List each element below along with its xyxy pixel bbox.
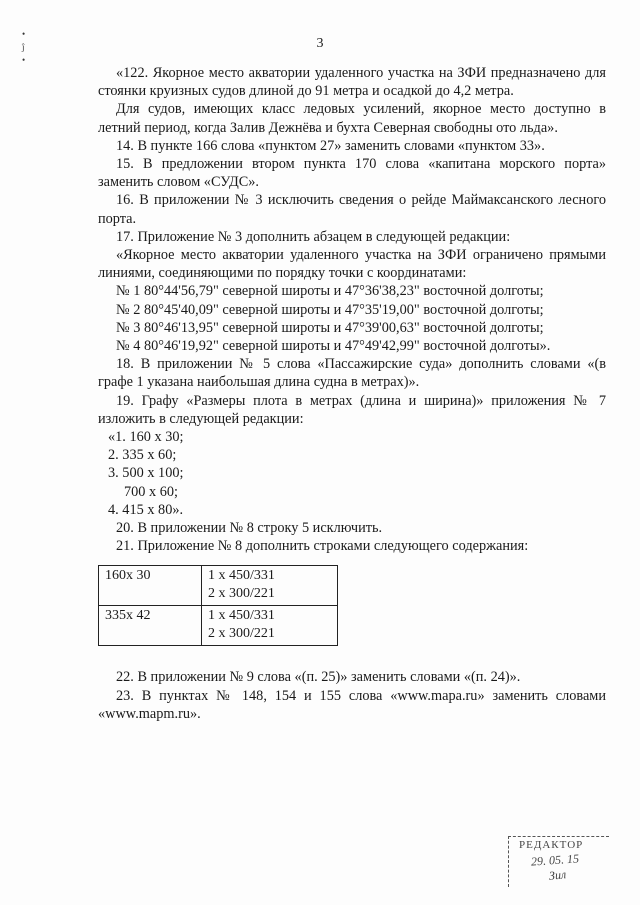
paragraph-18: 18. В приложении № 5 слова «Пассажирские суда» дополнить словами «(в графе 1 указана наибольшая длина судна в метрах)». <box>98 356 606 391</box>
paragraph-122-b: Для судов, имеющих класс ледовых усилений, якорное место доступно в летний период, когда Залив Дежнёва и бухта Северная свободны ото льда». <box>98 101 606 136</box>
paragraph-17: 17. Приложение № 3 дополнить абзацем в следующей редакции: <box>116 228 511 245</box>
coordinate-1: № 1 80°44'56,79" северной широты и 47°36'38,23" восточной долготы; <box>116 283 544 300</box>
paragraph-19: 19. Графу «Размеры плота в метрах (длина и ширина)» приложения № 7 изложить в следующей редакции: <box>98 392 606 427</box>
page-number: 3 <box>316 36 324 51</box>
paragraph-20: 20. В приложении № 8 строку 5 исключить. <box>116 520 383 537</box>
table-cell-line: 1 х 450/331 <box>208 608 275 624</box>
list-item-1: «1. 160 х 30; <box>108 429 184 446</box>
document-body <box>98 64 606 723</box>
table-cell-line: 2 х 300/221 <box>208 626 275 642</box>
margin-mark: • <box>22 55 26 65</box>
closing-paragraphs <box>98 668 606 723</box>
margin-mark: • <box>22 29 26 39</box>
paragraph-14: 14. В пункте 166 слова «пунктом 27» заменить словами «пунктом 33». <box>116 137 545 154</box>
stamp-signature: Зил <box>548 867 567 883</box>
table-cell-size: 335х 42 <box>99 606 202 646</box>
table-cell-line: 2 х 300/221 <box>208 586 275 602</box>
editor-stamp <box>508 836 609 887</box>
table-cell-values <box>202 566 338 606</box>
appendix-8-table <box>98 565 338 646</box>
table-row <box>99 566 338 606</box>
list-item-3: 3. 500 х 100; <box>108 465 184 482</box>
table-cell-size: 160х 30 <box>99 566 202 606</box>
paragraph-17-quote: «Якорное место акватории удаленного участка на ЗФИ ограничено прямыми линиями, соединяющими по порядку точки с координатами: <box>98 247 606 282</box>
stamp-date: 29. 05. 15 <box>530 851 580 869</box>
coordinate-2: № 2 80°45'40,09" северной широты и 47°35'19,00" восточной долготы; <box>116 301 544 318</box>
paragraph-23: 23. В пунктах № 148, 154 и 155 слова «www.mapa.ru» заменить словами «www.mapm.ru». <box>98 687 606 722</box>
coordinate-4: № 4 80°46'19,92" северной широты и 47°49'42,99" восточной долготы». <box>116 338 551 355</box>
coordinate-3: № 3 80°46'13,95" северной широты и 47°39'00,63" восточной долготы; <box>116 319 544 336</box>
table-cell-line: 1 х 450/331 <box>208 568 275 584</box>
paragraph-22: 22. В приложении № 9 слова «(п. 25)» заменить словами «(п. 24)». <box>116 669 521 686</box>
margin-mark: ĵ <box>22 42 25 52</box>
paragraph-16: 16. В приложении № 3 исключить сведения о рейде Маймаксанского лесного порта. <box>98 192 606 227</box>
paragraph-15: 15. В предложении втором пункта 170 слова «капитана морского порта» заменить словом «СУДС». <box>98 156 606 191</box>
table-row <box>99 606 338 646</box>
list-item-3-continued: 700 х 60; <box>124 483 179 500</box>
table-cell-values <box>202 606 338 646</box>
stamp-label: РЕДАКТОР <box>519 839 584 851</box>
list-item-2: 2. 335 х 60; <box>108 447 177 464</box>
paragraph-21: 21. Приложение № 8 дополнить строками следующего содержания: <box>116 538 529 555</box>
paragraph-122-a: «122. Якорное место акватории удаленного участка на ЗФИ предназначено для стоянки круизных судов длиной до 91 метра и осадкой до 4,2 метра. <box>98 65 606 100</box>
list-item-4: 4. 415 х 80». <box>108 501 184 518</box>
